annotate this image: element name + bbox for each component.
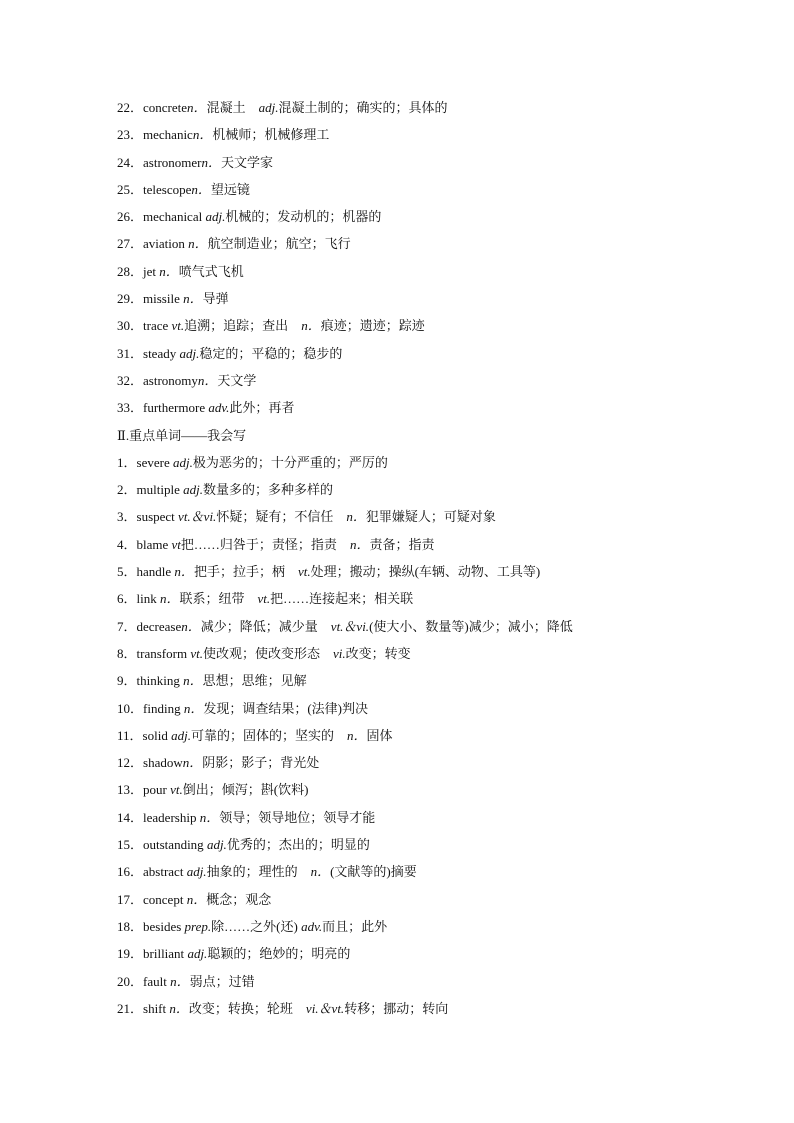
- definition: 改变；转换；轮班: [188, 1000, 306, 1016]
- entry-word: missile: [143, 291, 184, 307]
- definition: 把……连接起来；相关联: [270, 591, 414, 607]
- part-of-speech: n．: [201, 154, 222, 170]
- entry-word: astronomy: [143, 372, 198, 388]
- part-of-speech: vt.＆vi.: [178, 509, 217, 525]
- entry-word: concrete: [143, 100, 188, 115]
- vocab-entry: [117, 394, 757, 421]
- entry-number: 10．: [117, 700, 144, 716]
- entry-number: 12．: [117, 755, 144, 771]
- vocab-entry: [117, 367, 757, 394]
- definition: 固体: [366, 727, 393, 743]
- entry-word: link: [136, 591, 160, 607]
- vocab-entry: [117, 449, 757, 476]
- part-of-speech: n．: [159, 263, 179, 279]
- part-of-speech: n．: [187, 100, 207, 115]
- definition: 而且；此外: [322, 918, 388, 934]
- definition: 稳定的；平稳的；稳步的: [199, 345, 343, 361]
- part-of-speech: n．: [160, 591, 180, 607]
- definition: 使改观；使改变形态: [202, 645, 333, 661]
- definition: 混凝土: [206, 100, 259, 115]
- definition: 思想；思维；见解: [202, 673, 307, 689]
- definition: 犯罪嫌疑人；可疑对象: [365, 509, 496, 525]
- entry-word: outstanding: [143, 837, 207, 853]
- entry-number: 5．: [117, 564, 137, 580]
- part-of-speech: vt.: [170, 782, 183, 798]
- entry-word: abstract: [143, 864, 187, 880]
- part-of-speech: n．: [310, 864, 331, 880]
- section-heading: Ⅱ.重点单词——我会写: [117, 427, 247, 443]
- vocab-entry: [117, 176, 757, 203]
- definition: 抽象的；理性的: [206, 864, 311, 880]
- entry-word: aviation: [143, 236, 189, 252]
- vocab-entry: [117, 285, 757, 312]
- entry-number: 24．: [117, 154, 144, 170]
- entry-number: 22．: [117, 100, 144, 115]
- part-of-speech: adj.: [171, 727, 191, 743]
- vocab-entry: [117, 149, 757, 176]
- entry-word: finding: [143, 700, 184, 716]
- entry-word: shift: [143, 1000, 170, 1016]
- part-of-speech: adj.: [205, 209, 226, 225]
- entry-number: 1．: [117, 454, 137, 470]
- entry-word: fault: [143, 973, 171, 989]
- definition: 混凝土制的；确实的；具体的: [278, 100, 448, 115]
- definition: 可靠的；固体的；坚实的: [190, 727, 347, 743]
- part-of-speech: n．: [199, 809, 220, 825]
- entry-number: 3．: [117, 509, 137, 525]
- entry-word: brilliant: [143, 946, 188, 962]
- part-of-speech: n．: [186, 891, 207, 907]
- vocab-entry: [117, 94, 757, 121]
- definition: (文献等的)摘要: [330, 864, 417, 880]
- entry-number: 6．: [117, 591, 137, 607]
- vocab-entry: [117, 312, 757, 339]
- part-of-speech: adv.: [208, 400, 230, 416]
- part-of-speech: n．: [301, 318, 321, 334]
- entry-word: decrease: [136, 618, 182, 634]
- part-of-speech: n．: [183, 291, 203, 307]
- entry-word: concept: [143, 891, 187, 907]
- part-of-speech: vi.＆vt.: [305, 1000, 345, 1016]
- vocab-entry: [117, 613, 757, 640]
- vocab-entry: [117, 121, 757, 148]
- vocab-entry: [117, 695, 757, 722]
- definition: 转移；挪动；转向: [344, 1000, 449, 1016]
- entry-word: shadow: [143, 755, 183, 771]
- definition: 机械师；机械修理工: [212, 127, 330, 143]
- definition: 极为恶劣的；十分严重的；严厉的: [192, 454, 388, 470]
- part-of-speech: n．: [349, 536, 370, 552]
- entry-number: 32．: [117, 372, 144, 388]
- part-of-speech: n．: [183, 673, 203, 689]
- entry-word: telescope: [143, 181, 192, 197]
- entry-number: 15．: [117, 837, 144, 853]
- entry-word: multiple: [136, 482, 184, 498]
- vocab-entry: [117, 476, 757, 503]
- vocab-entry: [117, 831, 757, 858]
- part-of-speech: adv.: [301, 918, 323, 934]
- part-of-speech: n．: [169, 1000, 189, 1016]
- part-of-speech: adj.: [172, 454, 193, 470]
- vocab-entry: [117, 230, 757, 257]
- vocab-entry: [117, 585, 757, 612]
- entry-word: besides: [143, 918, 185, 934]
- part-of-speech: n．: [182, 755, 203, 771]
- definition: 望远镜: [210, 181, 250, 197]
- part-of-speech: n．: [191, 181, 211, 197]
- definition: 机械的；发动机的；机器的: [225, 209, 382, 225]
- entry-word: transform: [136, 645, 191, 661]
- part-of-speech: n．: [183, 700, 204, 716]
- definition: 怀疑；疑有；不信任: [216, 509, 347, 525]
- entry-number: 7．: [117, 618, 137, 634]
- vocab-entry: [117, 776, 757, 803]
- definition: 处理；搬动；操纵(车辆、动物、工具等): [310, 564, 541, 580]
- entry-number: 28．: [117, 263, 144, 279]
- vocab-entry: [117, 340, 757, 367]
- definition: 阴影；影子；背光处: [202, 755, 320, 771]
- part-of-speech: prep.: [184, 918, 212, 934]
- vocab-entry: [117, 804, 757, 831]
- entry-number: 33．: [117, 400, 144, 416]
- definition: (使大小、数量等)减少；减小；降低: [369, 618, 573, 634]
- entry-word: mechanical: [143, 209, 206, 225]
- part-of-speech: n．: [197, 372, 218, 388]
- definition: 领导；领导地位；领导才能: [219, 809, 376, 825]
- definition: 联系；纽带: [179, 591, 258, 607]
- definition: 天文学: [217, 372, 257, 388]
- entry-number: 19．: [117, 946, 144, 962]
- definition: 痕迹；遗迹；踪迹: [320, 318, 425, 334]
- vocab-entry: [117, 749, 757, 776]
- entry-word: handle: [136, 564, 175, 580]
- definition: 把手；拉手；柄: [193, 564, 298, 580]
- entry-word: steady: [143, 345, 180, 361]
- vocab-entry: [117, 531, 757, 558]
- part-of-speech: vt: [171, 536, 181, 552]
- entry-word: severe: [136, 454, 173, 470]
- entry-word: blame: [136, 536, 172, 552]
- entry-word: furthermore: [143, 400, 209, 416]
- part-of-speech: adj.: [258, 100, 279, 115]
- definition: 优秀的；杰出的；明显的: [226, 837, 370, 853]
- entry-number: 29．: [117, 291, 144, 307]
- part-of-speech: adj.: [206, 837, 227, 853]
- definition: 追溯；追踪；查出: [184, 318, 302, 334]
- vocab-entry: [117, 858, 757, 885]
- entry-number: 27．: [117, 236, 144, 252]
- part-of-speech: n．: [170, 973, 190, 989]
- vocab-entry: [117, 558, 757, 585]
- definition: 天文学家: [221, 154, 274, 170]
- definition: 改变；转变: [345, 645, 411, 661]
- part-of-speech: vi.: [332, 645, 346, 661]
- definition: 概念；观念: [206, 891, 272, 907]
- entry-number: 20．: [117, 973, 144, 989]
- part-of-speech: n．: [192, 127, 213, 143]
- definition: 倒出；倾泻；斟(饮料): [182, 782, 309, 798]
- part-of-speech: n．: [181, 618, 201, 634]
- definition: 把……归咎于；责怪；指责: [180, 536, 350, 552]
- definition: 航空制造业；航空；飞行: [207, 236, 351, 252]
- part-of-speech: adj.: [179, 345, 200, 361]
- entry-word: solid: [142, 727, 172, 743]
- definition: 喷气式飞机: [178, 263, 244, 279]
- definition: 减少；降低；减少量: [200, 618, 331, 634]
- definition: 聪颖的；绝妙的；明亮的: [207, 946, 351, 962]
- entry-number: 25．: [117, 181, 144, 197]
- entry-number: 9．: [117, 673, 137, 689]
- definition: 此外；再者: [229, 400, 295, 416]
- definition: 责备；指责: [369, 536, 435, 552]
- entry-word: jet: [143, 263, 160, 279]
- part-of-speech: n．: [346, 509, 366, 525]
- vocab-entry: [117, 640, 757, 667]
- entry-word: suspect: [136, 509, 179, 525]
- entry-number: 14．: [117, 809, 144, 825]
- entry-number: 26．: [117, 209, 144, 225]
- entry-word: pour: [143, 782, 171, 798]
- part-of-speech: vt.: [297, 564, 311, 580]
- entry-number: 17．: [117, 891, 144, 907]
- part-of-speech: vt.: [190, 645, 203, 661]
- entry-number: 31．: [117, 345, 144, 361]
- part-of-speech: adj.: [186, 864, 207, 880]
- entry-number: 2．: [117, 482, 137, 498]
- entry-number: 18．: [117, 918, 144, 934]
- part-of-speech: vt.: [171, 318, 185, 334]
- vocab-entry: [117, 940, 757, 967]
- entry-number: 13．: [117, 782, 144, 798]
- part-of-speech: adj.: [183, 482, 203, 498]
- entry-number: 16．: [117, 864, 144, 880]
- part-of-speech: n．: [174, 564, 194, 580]
- entry-number: 11．: [117, 727, 143, 743]
- entry-word: mechanic: [143, 127, 193, 143]
- vocabulary-list: [117, 94, 757, 1022]
- entry-number: 4．: [117, 536, 137, 552]
- entry-number: 30．: [117, 318, 144, 334]
- definition: 发现；调查结果；(法律)判决: [203, 700, 369, 716]
- vocab-entry: [117, 886, 757, 913]
- entry-number: 21．: [117, 1000, 144, 1016]
- vocab-entry: [117, 667, 757, 694]
- part-of-speech: adj.: [187, 946, 208, 962]
- part-of-speech: n．: [188, 236, 208, 252]
- entry-word: leadership: [143, 809, 200, 825]
- vocab-entry: [117, 913, 757, 940]
- entry-number: 23．: [117, 127, 144, 143]
- vocab-entry: [117, 968, 757, 995]
- definition: 除……之外(还): [211, 918, 302, 934]
- vocab-entry: [117, 503, 757, 530]
- part-of-speech: n．: [346, 727, 367, 743]
- vocab-entry: [117, 258, 757, 285]
- definition: 弱点；过错: [189, 973, 255, 989]
- definition: 数量多的；多种多样的: [202, 482, 333, 498]
- entry-word: thinking: [136, 673, 184, 689]
- part-of-speech: vt.＆vi.: [330, 618, 370, 634]
- vocab-entry: [117, 203, 757, 230]
- entry-word: trace: [143, 318, 172, 334]
- entry-word: astronomer: [143, 154, 202, 170]
- entry-number: 8．: [117, 645, 137, 661]
- vocab-entry: [117, 995, 757, 1022]
- vocab-entry: [117, 722, 757, 749]
- definition: 导弹: [202, 291, 229, 307]
- part-of-speech: vt.: [257, 591, 271, 607]
